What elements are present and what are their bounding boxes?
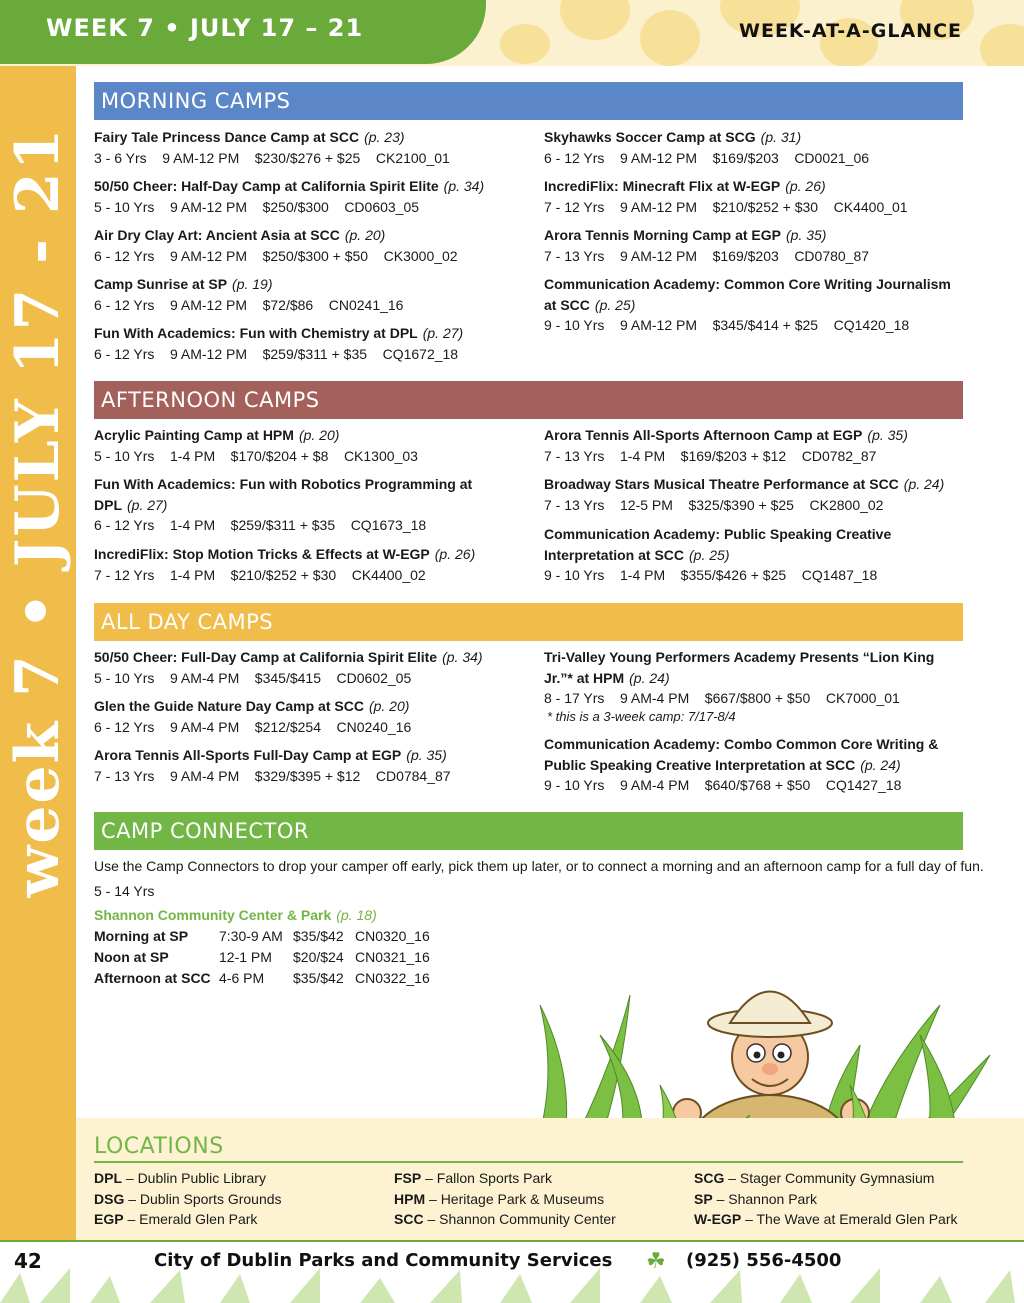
connector-name: Noon at SP [94,949,169,965]
camp-page-ref: (p. 26) [785,178,826,194]
camp-title [94,274,514,295]
camp-name: Glen the Guide Nature Day Camp at SCC [94,698,364,714]
location-abbr: DPL [94,1170,122,1186]
locations-column-2 [394,1168,616,1230]
camp-name: IncrediFlix: Stop Motion Tricks & Effects at W-EGP [94,546,430,562]
location-name: – Stager Community Gymnasium [728,1170,935,1186]
camp-details: 6 - 12 Yrs 9 AM-12 PM $72/$86 CN0241_16 [94,296,404,313]
page-number: 42 [14,1249,42,1273]
section-title: AFTERNOON CAMPS [101,388,320,412]
camp-entry [94,225,514,266]
camp-title [94,474,514,515]
camp-name: Fairy Tale Princess Dance Camp at SCC [94,129,360,145]
camp-page-ref: (p. 24) [860,756,901,773]
camp-title [544,127,964,148]
camp-name: Arora Tennis Morning Camp at EGP [544,227,781,243]
connector-time: 12-1 PM [219,949,272,965]
location-abbr: W-EGP [694,1211,742,1227]
camp-name: Communication Academy: Common Core Writing Journalism at SCC [544,276,951,313]
camp-details: 8 - 17 Yrs 9 AM-4 PM $667/$800 + $50 CK7000_01 [544,690,900,706]
section-title: MORNING CAMPS [101,89,291,113]
section-title: CAMP CONNECTOR [101,819,309,843]
location-abbr: HPM [394,1190,426,1207]
camp-entry [544,474,964,515]
camp-page-ref: (p. 26) [434,546,476,562]
footer [0,1240,1024,1303]
location-entry [694,1168,958,1189]
camp-page-ref: (p. 35) [786,227,827,243]
camp-name: Tri-Valley Young Performers Academy Presents “Lion King Jr.”* at HPM [544,649,935,686]
camp-name: Fun With Academics: Fun with Robotics Programming at DPL [94,476,473,513]
header-band [0,0,1024,66]
camp-entry [544,127,964,168]
camp-page-ref: (p. 31) [760,129,802,145]
camp-title [544,524,964,565]
camp-entry [94,274,514,315]
connector-code: CN0322_16 [355,970,430,986]
camp-name: Camp Sunrise at SP [94,276,228,292]
camp-name: Arora Tennis All-Sports Afternoon Camp at EGP [544,427,863,443]
location-name: – Dublin Sports Grounds [128,1190,282,1207]
camp-title [94,127,514,148]
camp-title [94,425,514,446]
location-abbr: SP [694,1190,713,1207]
camp-title [94,323,514,344]
camp-name: Communication Academy: Public Speaking Creative Interpretation at SCC [544,526,892,563]
locations-divider [94,1161,963,1163]
camp-title [94,176,514,197]
camp-details: 6 - 12 Yrs 9 AM-12 PM $259/$311 + $35 CQ1672_18 [94,345,459,362]
connector-code: CN0321_16 [355,949,430,965]
section-all-day-camps [94,603,963,641]
locations-column-3 [694,1168,958,1230]
location-abbr: SCG [694,1170,725,1186]
footer-phone: (925) 556-4500 [686,1250,842,1271]
location-entry [394,1189,616,1210]
camp-page-ref: (p. 19) [232,276,273,292]
camp-page-ref: (p. 25) [689,546,730,563]
camp-entry [544,225,964,266]
camp-details: 3 - 6 Yrs 9 AM-12 PM $230/$276 + $25 CK2100_01 [94,149,450,166]
camp-page-ref: (p. 25) [594,296,636,313]
location-abbr: SCC [394,1211,424,1227]
location-name: – The Wave at Emerald Glen Park [745,1211,958,1227]
week-label: WEEK 7 • JULY 17 – 21 [46,14,364,42]
camp-name: Air Dry Clay Art: Ancient Asia at SCC [94,227,340,243]
footer-grass [0,1268,1024,1303]
camp-details: 5 - 10 Yrs 1-4 PM $170/$204 + $8 CK1300_03 [94,447,418,464]
camp-page-ref: (p. 24) [629,669,670,686]
camp-entry [544,524,964,586]
location-abbr: FSP [394,1170,422,1186]
camp-name: Communication Academy: Combo Common Core Writing & Public Speaking Creative Interpretation at SCC [544,736,939,773]
location-name: – Fallon Sports Park [425,1170,552,1186]
camp-title [544,647,964,688]
camp-details: 9 - 10 Yrs 9 AM-12 PM $345/$414 + $25 CQ1420_18 [544,317,910,333]
camp-entry [544,425,964,466]
connector-name: Morning at SP [94,928,189,944]
location-name: – Emerald Glen Park [127,1211,258,1227]
camp-name: Arora Tennis All-Sports Full-Day Camp at EGP [94,747,402,763]
connector-code: CN0320_16 [355,928,430,944]
camp-name: 50/50 Cheer: Full-Day Camp at California Spirit Elite [94,649,438,665]
camp-page-ref: (p. 35) [406,747,447,763]
week-tab [0,0,486,64]
camp-title [94,647,514,668]
connector-fee: $35/$42 [293,970,344,986]
camp-details: 6 - 12 Yrs 9 AM-4 PM $212/$254 CN0240_16 [94,718,412,735]
camp-page-ref: (p. 20) [344,227,386,243]
camp-entry [94,647,514,688]
location-entry [694,1189,958,1210]
location-entry [94,1168,282,1189]
connector-venue-page: (p. 18) [336,907,377,923]
locations-title: LOCATIONS [94,1134,224,1159]
camp-entry [94,745,514,786]
camp-page-ref: (p. 20) [368,698,410,714]
location-entry [394,1168,616,1189]
footer-divider [0,1240,1024,1242]
camp-page-ref: (p. 23) [364,129,405,145]
connector-venue-name: Shannon Community Center & Park [94,907,332,923]
connector-time: 7:30-9 AM [219,928,283,944]
camp-title [544,176,964,197]
camp-title [544,734,964,775]
location-entry [394,1209,616,1230]
camp-details: 6 - 12 Yrs 9 AM-12 PM $169/$203 CD0021_06 [544,149,870,166]
camp-entry [544,274,964,336]
camp-details: 6 - 12 Yrs 9 AM-12 PM $250/$300 + $50 CK3000_02 [94,247,458,264]
camp-title [94,745,514,766]
locations-column-1 [94,1168,282,1230]
camp-details: 5 - 10 Yrs 9 AM-4 PM $345/$415 CD0602_05 [94,669,412,686]
camp-details: 7 - 12 Yrs 1-4 PM $210/$252 + $30 CK4400_02 [94,566,426,583]
location-entry [94,1209,282,1230]
camp-name: IncrediFlix: Minecraft Flix at W-EGP [544,178,781,194]
location-entry [94,1189,282,1210]
connector-time: 4-6 PM [219,970,265,986]
connector-name: Afternoon at SCC [94,970,211,986]
camp-name: Acrylic Painting Camp at HPM [94,427,294,443]
camp-entry [94,127,514,168]
camp-title [544,274,964,315]
camp-details: 9 - 10 Yrs 9 AM-4 PM $640/$768 + $50 CQ1427_18 [544,777,902,793]
camp-note: * this is a 3-week camp: 7/17-8/4 [547,708,736,724]
location-name: – Dublin Public Library [125,1170,266,1186]
camp-page-ref: (p. 20) [298,427,340,443]
connector-fee: $20/$24 [293,949,344,965]
location-name: – Heritage Park & Museums [429,1190,605,1207]
section-title: ALL DAY CAMPS [101,610,274,634]
section-camp-connector [94,812,963,850]
camp-details: 7 - 13 Yrs 9 AM-4 PM $329/$395 + $12 CD0784_87 [94,767,451,784]
camp-page-ref: (p. 35) [867,427,908,443]
camp-page-ref: (p. 27) [422,325,464,341]
week-at-a-glance-label: WEEK-AT-A-GLANCE [739,20,962,42]
camp-name: 50/50 Cheer: Half-Day Camp at California Spirit Elite [94,178,439,194]
camp-page-ref: (p. 24) [903,476,945,492]
connector-description: Use the Camp Connectors to drop your camper off early, pick them up later, or to connect a morning and an afternoon camp for a full day of fun. [94,858,984,874]
camp-details: 7 - 12 Yrs 9 AM-12 PM $210/$252 + $30 CK4400_01 [544,198,908,215]
location-abbr: EGP [94,1211,124,1227]
section-morning-camps [94,82,963,120]
camp-title [544,474,964,495]
section-afternoon-camps [94,381,963,419]
camp-name: Broadway Stars Musical Theatre Performance at SCC [544,476,899,492]
camp-entry [544,176,964,217]
location-name: – Shannon Park [716,1190,817,1207]
camp-details: 5 - 10 Yrs 9 AM-12 PM $250/$300 CD0603_05 [94,198,420,215]
camp-entry [94,323,514,364]
camp-entry [544,647,964,725]
camp-details: 6 - 12 Yrs 1-4 PM $259/$311 + $35 CQ1673_18 [94,517,427,533]
footer-organization: City of Dublin Parks and Community Services [154,1250,613,1271]
camp-details: 7 - 13 Yrs 12-5 PM $325/$390 + $25 CK2800_02 [544,496,884,513]
camp-entry [94,696,514,737]
location-abbr: DSG [94,1190,125,1207]
camp-details: 7 - 13 Yrs 1-4 PM $169/$203 + $12 CD0782_87 [544,447,877,464]
camp-name: Fun With Academics: Fun with Chemistry at DPL [94,325,418,341]
location-name: – Shannon Community Center [427,1211,616,1227]
connector-ages: 5 - 14 Yrs [94,883,155,899]
camp-page-ref: (p. 27) [127,496,168,513]
shamrock-icon: ☘ [646,1248,666,1273]
camp-entry [94,474,514,536]
camp-title [94,544,514,565]
camp-title [544,225,964,246]
sidebar [0,66,76,1240]
camp-page-ref: (p. 34) [442,649,483,665]
camp-title [544,425,964,446]
camp-entry [544,734,964,796]
sidebar-week-text: week 7 • JULY 17 - 21 [3,126,73,898]
connector-fee: $35/$42 [293,928,344,944]
location-entry [694,1209,958,1230]
camp-page-ref: (p. 34) [443,178,485,194]
camp-entry [94,176,514,217]
camp-details: 9 - 10 Yrs 1-4 PM $355/$426 + $25 CQ1487_18 [544,567,878,583]
camp-details: 7 - 13 Yrs 9 AM-12 PM $169/$203 CD0780_87 [544,247,870,264]
camp-title [94,696,514,717]
connector-venue [94,907,377,923]
camp-entry [94,544,514,585]
camp-title [94,225,514,246]
camp-entry [94,425,514,466]
camp-name: Skyhawks Soccer Camp at SCG [544,129,756,145]
